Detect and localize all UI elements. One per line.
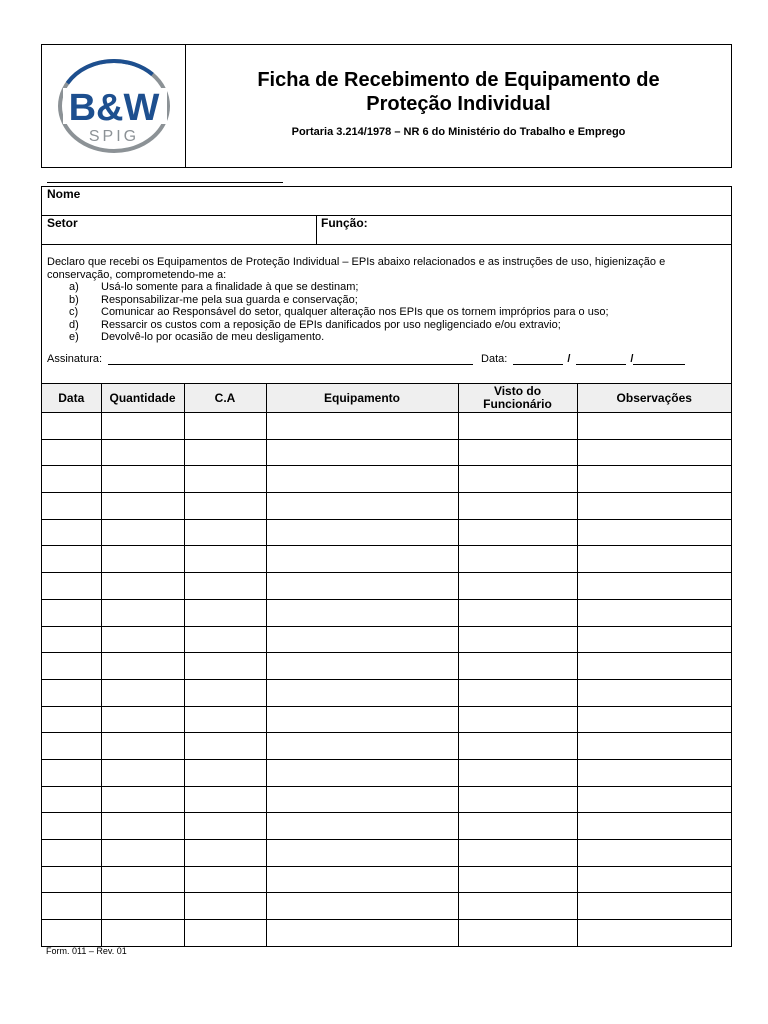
table-cell[interactable] xyxy=(42,840,101,867)
table-cell[interactable] xyxy=(42,439,101,466)
table-row xyxy=(42,493,731,520)
table-body xyxy=(42,413,731,946)
table-cell[interactable] xyxy=(577,599,731,626)
form-header xyxy=(41,44,732,168)
table-cell[interactable] xyxy=(577,546,731,573)
table-row xyxy=(42,733,731,760)
table-cell[interactable] xyxy=(266,546,458,573)
table-cell[interactable] xyxy=(266,733,458,760)
list-item xyxy=(47,306,726,319)
table-cell[interactable] xyxy=(184,439,266,466)
setor-funcao-row xyxy=(42,216,731,245)
table-cell[interactable] xyxy=(577,759,731,786)
table-cell[interactable] xyxy=(184,840,266,867)
table-cell[interactable] xyxy=(101,466,184,493)
table-cell[interactable] xyxy=(458,493,577,520)
list-text: Usá-lo somente para a finalidade à que se destinam; xyxy=(101,281,359,293)
table-cell[interactable] xyxy=(42,573,101,600)
table-cell[interactable] xyxy=(577,466,731,493)
table-cell[interactable] xyxy=(184,679,266,706)
table-cell[interactable] xyxy=(101,759,184,786)
table-cell[interactable] xyxy=(458,920,577,946)
table-cell[interactable] xyxy=(458,653,577,680)
setor-label: Setor xyxy=(47,216,78,230)
table-cell[interactable] xyxy=(458,466,577,493)
date-separator: / xyxy=(567,352,571,365)
table-row xyxy=(42,813,731,840)
table-cell[interactable] xyxy=(184,653,266,680)
table-cell[interactable] xyxy=(577,706,731,733)
title-line-1: Ficha de Recebimento de Equipamento de xyxy=(257,69,660,91)
funcao-field[interactable] xyxy=(317,216,731,244)
table-cell[interactable] xyxy=(458,519,577,546)
form-subtitle: Portaria 3.214/1978 – NR 6 do Ministério do Trabalho e Emprego xyxy=(291,126,626,138)
list-item xyxy=(47,331,726,344)
table-cell[interactable] xyxy=(458,546,577,573)
table-cell[interactable] xyxy=(266,920,458,946)
table-cell[interactable] xyxy=(266,866,458,893)
table-cell[interactable] xyxy=(42,866,101,893)
list-marker: a) xyxy=(69,281,79,293)
list-marker: d) xyxy=(69,318,79,331)
table-cell[interactable] xyxy=(184,866,266,893)
table-cell[interactable] xyxy=(577,920,731,946)
table-cell[interactable] xyxy=(266,493,458,520)
epi-table xyxy=(42,383,731,946)
table-cell[interactable] xyxy=(266,413,458,440)
table-cell[interactable] xyxy=(101,573,184,600)
table-cell[interactable] xyxy=(101,413,184,440)
table-cell[interactable] xyxy=(101,599,184,626)
table-cell[interactable] xyxy=(184,626,266,653)
table-cell[interactable] xyxy=(266,759,458,786)
funcao-label: Função: xyxy=(321,216,368,230)
list-text: Comunicar ao Responsável do setor, qualquer alteração nos EPIs que os tornem impróprios para o uso; xyxy=(101,306,609,318)
table-cell[interactable] xyxy=(184,733,266,760)
col-visto-label: Visto do Funcionário xyxy=(483,384,552,411)
table-cell[interactable] xyxy=(184,813,266,840)
table-cell[interactable] xyxy=(42,653,101,680)
table-row xyxy=(42,653,731,680)
table-cell[interactable] xyxy=(184,546,266,573)
list-marker: e) xyxy=(69,331,79,343)
logo-text: B&W xyxy=(68,87,159,129)
table-cell[interactable] xyxy=(42,599,101,626)
table-cell[interactable] xyxy=(101,679,184,706)
col-equipamento: Equipamento xyxy=(266,384,458,413)
table-row xyxy=(42,599,731,626)
table-cell[interactable] xyxy=(266,786,458,813)
list-item xyxy=(47,319,726,332)
list-marker: c) xyxy=(69,306,79,318)
nome-label: Nome xyxy=(47,187,81,201)
table-cell[interactable] xyxy=(266,706,458,733)
table-cell[interactable] xyxy=(458,599,577,626)
table-cell[interactable] xyxy=(458,626,577,653)
table-cell[interactable] xyxy=(101,813,184,840)
table-cell[interactable] xyxy=(42,493,101,520)
table-cell[interactable] xyxy=(458,573,577,600)
table-row xyxy=(42,706,731,733)
date-year-line[interactable] xyxy=(633,354,685,365)
table-row xyxy=(42,840,731,867)
table-cell[interactable] xyxy=(577,866,731,893)
table-cell[interactable] xyxy=(577,573,731,600)
table-row xyxy=(42,786,731,813)
table-cell[interactable] xyxy=(458,439,577,466)
form-title xyxy=(257,68,659,116)
col-quantidade: Quantidade xyxy=(101,384,184,413)
table-row xyxy=(42,573,731,600)
table-cell[interactable] xyxy=(184,706,266,733)
table-row xyxy=(42,546,731,573)
table-row xyxy=(42,626,731,653)
table-cell[interactable] xyxy=(458,413,577,440)
table-cell[interactable] xyxy=(577,893,731,920)
table-row xyxy=(42,439,731,466)
table-cell[interactable] xyxy=(266,840,458,867)
signature-row xyxy=(47,353,726,366)
logo-cell xyxy=(42,45,186,167)
list-text: Ressarcir os custos com a reposição de EPIs danificados por uso negligenciado e/ou extravio; xyxy=(101,318,561,331)
date-separator: / xyxy=(630,352,634,365)
company-logo xyxy=(55,56,173,156)
nome-field[interactable] xyxy=(42,187,731,216)
signature-line[interactable] xyxy=(108,354,473,365)
table-cell[interactable] xyxy=(266,519,458,546)
date-month-line[interactable] xyxy=(576,354,626,365)
table-cell[interactable] xyxy=(577,653,731,680)
table-cell[interactable] xyxy=(458,840,577,867)
table-row xyxy=(42,466,731,493)
date-label: Data: xyxy=(481,352,508,365)
table-cell[interactable] xyxy=(101,706,184,733)
logo-subtext: SPIG xyxy=(88,128,139,145)
table-cell[interactable] xyxy=(184,519,266,546)
divider-line xyxy=(47,182,283,183)
table-cell[interactable] xyxy=(101,866,184,893)
list-item xyxy=(47,294,726,307)
table-cell[interactable] xyxy=(458,813,577,840)
table-cell[interactable] xyxy=(458,733,577,760)
table-row xyxy=(42,679,731,706)
table-cell[interactable] xyxy=(577,413,731,440)
col-data: Data xyxy=(42,384,101,413)
table-row xyxy=(42,920,731,946)
table-cell[interactable] xyxy=(101,786,184,813)
declaration-intro: Declaro que recebi os Equipamentos de Proteção Individual – EPIs abaixo relacionados e as instruções de uso, higienização e conservação, comprometendo-me a: xyxy=(47,256,666,281)
table-cell[interactable] xyxy=(42,706,101,733)
table-cell[interactable] xyxy=(42,413,101,440)
table-cell[interactable] xyxy=(101,493,184,520)
col-observacoes: Observações xyxy=(577,384,731,413)
table-cell[interactable] xyxy=(101,840,184,867)
table-cell[interactable] xyxy=(42,786,101,813)
table-cell[interactable] xyxy=(101,439,184,466)
table-cell[interactable] xyxy=(42,759,101,786)
title-cell xyxy=(186,45,731,167)
table-cell[interactable] xyxy=(458,679,577,706)
col-visto xyxy=(458,384,577,413)
table-cell[interactable] xyxy=(266,679,458,706)
table-cell[interactable] xyxy=(184,413,266,440)
table-cell[interactable] xyxy=(42,920,101,946)
table-cell[interactable] xyxy=(458,893,577,920)
table-cell[interactable] xyxy=(42,626,101,653)
table-cell[interactable] xyxy=(184,786,266,813)
table-cell[interactable] xyxy=(42,813,101,840)
table-cell[interactable] xyxy=(266,626,458,653)
table-cell[interactable] xyxy=(266,813,458,840)
table-cell[interactable] xyxy=(458,866,577,893)
table-cell[interactable] xyxy=(266,573,458,600)
table-cell[interactable] xyxy=(266,599,458,626)
table-cell[interactable] xyxy=(101,519,184,546)
table-cell[interactable] xyxy=(42,466,101,493)
date-day-line[interactable] xyxy=(513,354,563,365)
table-cell[interactable] xyxy=(577,679,731,706)
table-row xyxy=(42,866,731,893)
table-cell[interactable] xyxy=(577,813,731,840)
table-cell[interactable] xyxy=(184,759,266,786)
table-row xyxy=(42,413,731,440)
table-cell[interactable] xyxy=(577,626,731,653)
table-header-row xyxy=(42,384,731,413)
table-cell[interactable] xyxy=(266,653,458,680)
table-cell[interactable] xyxy=(42,893,101,920)
table-row xyxy=(42,893,731,920)
table-cell[interactable] xyxy=(184,573,266,600)
table-cell[interactable] xyxy=(42,679,101,706)
list-marker: b) xyxy=(69,293,79,306)
table-cell[interactable] xyxy=(42,546,101,573)
table-cell[interactable] xyxy=(266,466,458,493)
form-body xyxy=(41,186,732,947)
list-text: Devolvê-lo por ocasião de meu desligamento. xyxy=(101,331,325,343)
table-cell[interactable] xyxy=(458,706,577,733)
table-cell[interactable] xyxy=(184,920,266,946)
table-cell[interactable] xyxy=(42,733,101,760)
table-cell[interactable] xyxy=(101,626,184,653)
table-cell[interactable] xyxy=(184,599,266,626)
table-cell[interactable] xyxy=(458,759,577,786)
table-cell[interactable] xyxy=(458,786,577,813)
declaration xyxy=(42,245,731,383)
table-cell[interactable] xyxy=(101,653,184,680)
table-cell[interactable] xyxy=(42,519,101,546)
list-item xyxy=(47,281,726,294)
table-cell[interactable] xyxy=(101,893,184,920)
table-row xyxy=(42,759,731,786)
table-cell[interactable] xyxy=(101,920,184,946)
table-cell[interactable] xyxy=(184,466,266,493)
setor-field[interactable] xyxy=(42,216,317,244)
table-cell[interactable] xyxy=(577,439,731,466)
signature-label: Assinatura: xyxy=(47,352,103,365)
table-cell[interactable] xyxy=(577,733,731,760)
title-line-2: Proteção Individual xyxy=(366,93,551,115)
table-row xyxy=(42,519,731,546)
table-cell[interactable] xyxy=(577,519,731,546)
form-footer: Form. 011 – Rev. 01 xyxy=(46,946,127,956)
list-text: Responsabilizar-me pela sua guarda e conservação; xyxy=(101,293,358,306)
table-cell[interactable] xyxy=(101,733,184,760)
table-cell[interactable] xyxy=(184,493,266,520)
table-cell[interactable] xyxy=(577,786,731,813)
col-ca: C.A xyxy=(184,384,266,413)
table-cell[interactable] xyxy=(266,893,458,920)
table-cell[interactable] xyxy=(577,493,731,520)
commitment-list xyxy=(47,281,726,344)
table-cell[interactable] xyxy=(577,840,731,867)
table-cell[interactable] xyxy=(266,439,458,466)
table-cell[interactable] xyxy=(184,893,266,920)
table-cell[interactable] xyxy=(101,546,184,573)
